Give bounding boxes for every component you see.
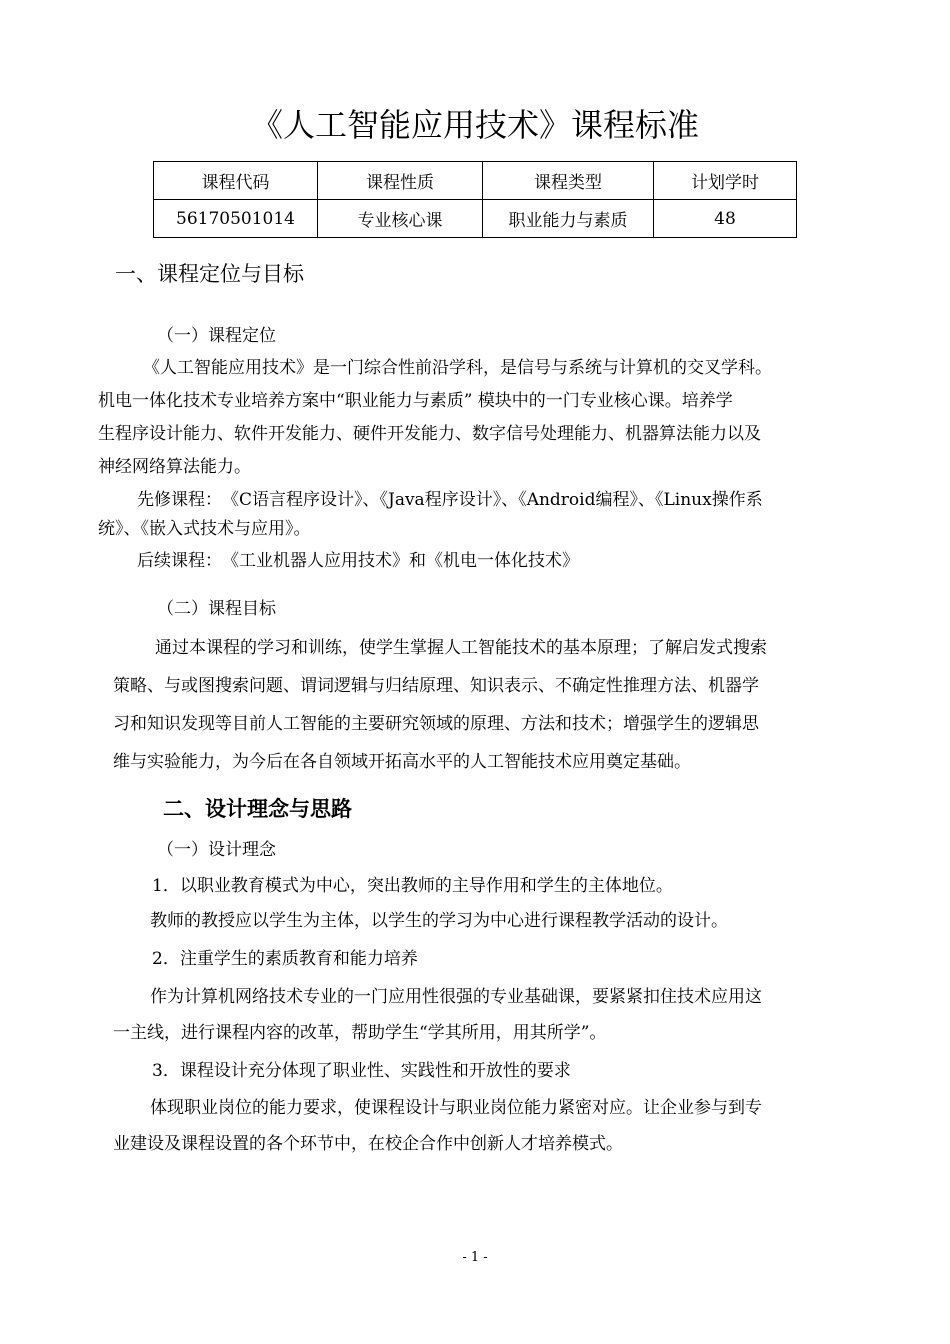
page-number: - 1 -: [462, 1250, 488, 1265]
goal-line: 习和知识发现等目前人工智能的主要研究领域的原理、方法和技术；增强学生的逻辑思: [113, 714, 759, 734]
prereq-line: 先修课程： 《C语言程序设计》、《Java程序设计》、《Android编程》、《Linux操作系: [137, 490, 763, 510]
goal-line: 通过本课程的学习和训练，使学生掌握人工智能技术的基本原理；了解启发式搜索: [155, 638, 767, 658]
document-title: 《人工智能应用技术》课程标准: [250, 106, 699, 144]
table-row: [154, 200, 797, 238]
paragraph-line: 《人工智能应用技术》是一门综合性前沿学科，是信号与系统与计算机的交叉学科。: [143, 358, 772, 378]
table-cell: 职业能力与素质: [483, 200, 654, 238]
paragraph-line: 业建设及课程设置的各个环节中，在校企合作中创新人才培养模式。: [113, 1134, 623, 1154]
table-cell: 48: [654, 200, 797, 238]
paragraph-line: 机电一体化技术专业培养方案中“职业能力与素质” 模块中的一门专业核心课。培养学: [98, 391, 733, 411]
subsection-heading: （一）设计理念: [157, 840, 276, 860]
subsection-heading: （二）课程目标: [157, 599, 276, 619]
table-cell: 56170501014: [154, 200, 318, 238]
table-header-cell: 课程代码: [154, 162, 318, 200]
table-header-cell: 课程类型: [483, 162, 654, 200]
table-header-cell: 课程性质: [318, 162, 483, 200]
paragraph-line: 作为计算机网络技术专业的一门应用性很强的专业基础课，要紧紧扣住技术应用这: [150, 987, 762, 1007]
paragraph-line: 教师的教授应以学生为主体，以学生的学习为中心进行课程教学活动的设计。: [150, 911, 728, 931]
prereq-line: 统》、《嵌入式技术与应用》。: [98, 519, 311, 539]
item-title: 1．以职业教育模式为中心，突出教师的主导作用和学生的主体地位。: [152, 876, 673, 896]
section-heading: 二、设计理念与思路: [163, 797, 352, 821]
goal-line: 维与实验能力，为今后在各自领域开拓高水平的人工智能技术应用奠定基础。: [113, 752, 691, 772]
paragraph-line: 一主线，进行课程内容的改革，帮助学生“学其所用，用其所学”。: [113, 1023, 607, 1043]
followup-line: 后续课程： 《工业机器人应用技术》和《机电一体化技术》: [137, 551, 579, 571]
item-title: 2．注重学生的素质教育和能力培养: [152, 949, 418, 969]
paragraph-line: 神经网络算法能力。: [98, 457, 251, 477]
table-header-cell: 计划学时: [654, 162, 797, 200]
course-info-table: [153, 161, 797, 238]
table-header-row: [154, 162, 797, 200]
paragraph-line: 生程序设计能力、软件开发能力、硬件开发能力、数字信号处理能力、机器算法能力以及: [98, 424, 761, 444]
item-title: 3．课程设计充分体现了职业性、实践性和开放性的要求: [152, 1061, 571, 1081]
subsection-heading: （一）课程定位: [157, 326, 276, 346]
paragraph-line: 体现职业岗位的能力要求，使课程设计与职业岗位能力紧密对应。让企业参与到专: [150, 1098, 762, 1118]
goal-line: 策略、与或图搜索问题、谓词逻辑与归结原理、知识表示、不确定性推理方法、机器学: [113, 676, 759, 696]
table-cell: 专业核心课: [318, 200, 483, 238]
section-heading: 一、课程定位与目标: [115, 262, 304, 286]
